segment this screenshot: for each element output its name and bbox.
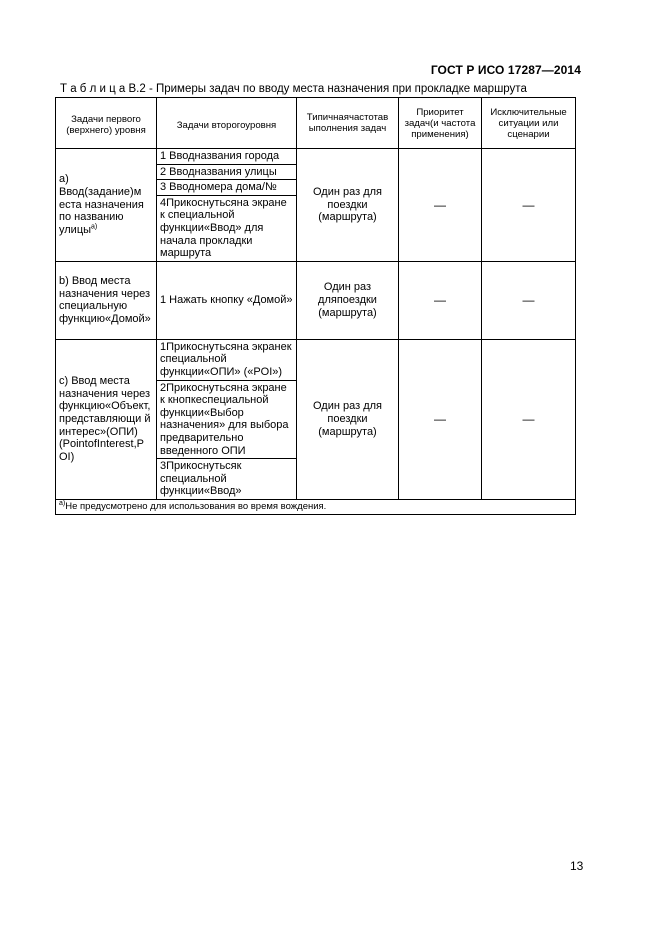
second-level-cell: 1 Вводназвания города	[157, 149, 297, 165]
table-row	[56, 339, 576, 380]
page-number: 13	[570, 859, 584, 873]
footnote-mark: а)	[59, 499, 66, 507]
second-level-cell: 2 Вводназвания улицы	[157, 164, 297, 180]
frequency-cell: Один раз для поездки (маршрута)	[297, 149, 399, 262]
exceptions-cell: —	[482, 339, 576, 499]
header-exceptions: Исключительные ситуации или сценарии	[482, 98, 576, 149]
frequency-cell: Один раз дляпоездки (маршрута)	[297, 261, 399, 339]
header-second-level: Задачи второгоуровня	[157, 98, 297, 149]
second-level-cell: 1 Нажать кнопку «Домой»	[157, 261, 297, 339]
priority-cell: —	[399, 261, 482, 339]
table-note-row	[56, 499, 576, 515]
frequency-cell: Один раз для поездки (маршрута)	[297, 339, 399, 499]
exceptions-cell: —	[482, 261, 576, 339]
second-level-cell: 2Прикоснутьсяна экране к кнопкеспециальной функции«Выбор назначения» для выбора предварительно введенного ОПИ	[157, 380, 297, 459]
header-priority: Приоритет задач(и частота применения)	[399, 98, 482, 149]
priority-cell: —	[399, 149, 482, 262]
first-level-cell: b) Ввод места назначения через специальную функцию«Домой»	[56, 261, 157, 339]
second-level-cell: 1Прикоснутьсяна экранек специальной функции«ОПИ» («POI»)	[157, 339, 297, 380]
table-note: $^{а)}$Не предусмотрено для использования во время вождения.	[56, 499, 576, 515]
first-level-cell: с) Ввод места назначения через функцию«Объект, представляющи й интерес»(ОПИ) (PointofInterest,P OI)	[56, 339, 157, 499]
second-level-cell: 4Прикоснутьсяна экране к специальной функции«Ввод» для начала прокладки маршрута	[157, 195, 297, 261]
exceptions-cell: —	[482, 149, 576, 262]
document-id: ГОСТ Р ИСО 17287—2014	[430, 63, 581, 77]
destination-tasks-table	[55, 97, 576, 515]
footnote-ref: а)	[91, 223, 98, 231]
second-level-cell: 3 Вводномера дома/№	[157, 180, 297, 196]
table-row	[56, 149, 576, 165]
table-header-row	[56, 98, 576, 149]
header-first-level: Задачи первого (верхнего) уровня	[56, 98, 157, 149]
table-row	[56, 261, 576, 339]
priority-cell: —	[399, 339, 482, 499]
first-level-cell: а) Ввод(задание)м еста назначения по названию улицы$^{а)}$	[56, 149, 157, 262]
header-frequency: Типичнаячастотав ыполнения задач	[297, 98, 399, 149]
table-caption: Т а б л и ц а В.2 - Примеры задач по вводу места назначения при прокладке маршрута	[60, 83, 527, 95]
second-level-cell: 3Прикоснутьсяк специальной функции«Ввод»	[157, 459, 297, 500]
